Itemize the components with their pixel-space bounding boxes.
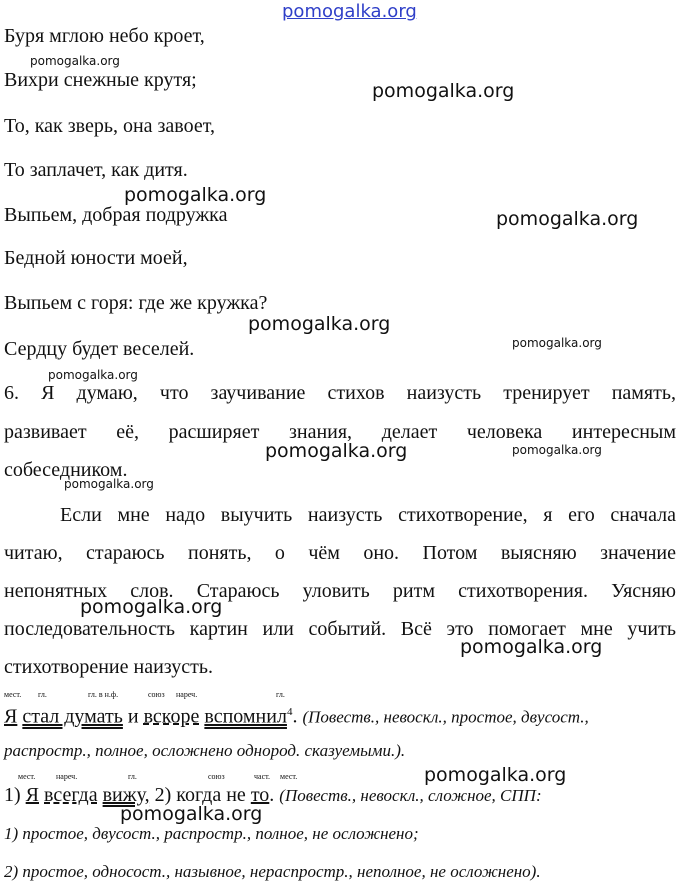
clause-number: 1) [4,784,21,806]
pos-tag: нареч. [176,690,198,699]
watermark: pomogalka.org [512,336,602,350]
adverbial-word: всегда [44,784,98,806]
pos-tag: гл. [128,772,137,781]
subject-word: Я [25,784,40,806]
task6-p2-line: непонятных слов. Стараюсь уловить ритм стихотворения. Уясняю [4,580,676,602]
watermark: pomogalka.org [30,54,120,68]
poem-line: Буря мглою небо кроет, [4,25,205,47]
predicate-word: стал думать [22,705,123,728]
pos-tag: гл. [276,690,285,699]
watermark: pomogalka.org [248,313,391,335]
poem-line: Выпьем с горя: где же кружка? [4,292,268,314]
watermark: pomogalka.org [512,443,602,457]
parse1-sentence [4,700,589,730]
task6-p1-line: развивает её, расширяет знания, делает человека интересным [4,421,676,443]
parse2-sentence [4,783,542,808]
task6-p2-line: последовательность картин или событий. Всё это помогает мне учить [4,618,676,640]
task6-p2-line: читаю, стараюсь понять, о чём оно. Потом выясняю значение [4,542,676,564]
watermark: pomogalka.org [80,596,223,618]
adverbial-word: вскоре [143,705,200,728]
conjunction-word: и [127,705,139,728]
poem-line: Бедной юности моей, [4,247,188,269]
conjunction-word: когда [176,784,222,806]
pos-tag: гл. в н.ф. [88,690,119,699]
watermark: pomogalka.org [124,184,267,206]
particle-word: не [226,784,246,806]
pos-tag: мест. [280,772,298,781]
task6-p2-line: Если мне надо выучить наизусть стихотворение, я его сначала [60,504,676,526]
task6-p1-line: собеседником. [4,459,128,481]
poem-line: То заплачет, как дитя. [4,159,188,181]
parse2-clause-1: 1) простое, двусост., распростр., полное, не осложнено; [4,824,419,843]
watermark: pomogalka.org [120,803,263,825]
pos-tag: нареч. [56,772,78,781]
parse2-description: (Повеств., невоскл., сложное, СПП: [279,786,542,805]
predicate-word: вижу, [102,784,150,806]
task6-p1-line: 6. Я думаю, что заучивание стихов наизусть тренирует память, [4,382,676,404]
watermark: pomogalka.org [372,80,515,102]
footnote-mark: 4 [286,706,293,718]
watermark: pomogalka.org [48,368,138,382]
watermark-top[interactable]: pomogalka.org [282,1,417,22]
watermark: pomogalka.org [460,636,603,658]
clause-number: 2) [154,784,172,806]
pos-tag: союз [208,772,225,781]
parse1-description-2: распростр., полное, осложнено однород. сказуемыми.). [4,741,406,760]
poem-line: Вихри снежные крутя; [4,69,197,91]
watermark: pomogalka.org [424,764,567,786]
pos-tag: част. [254,772,271,781]
pos-tag: союз [148,690,165,699]
pos-tag: мест. [18,772,36,781]
predicate-word: вспомнил [204,705,287,728]
watermark: pomogalka.org [64,477,154,491]
subject-word: то [250,784,270,806]
period: . [292,705,298,728]
pos-tag: гл. [38,690,47,699]
task6-p2-line: стихотворение наизусть. [4,656,214,678]
parse2-clause-2: 2) простое, односост., назывное, нераспростр., неполное, не осложнено). [4,862,541,881]
period: . [269,784,275,806]
watermark: pomogalka.org [265,440,408,462]
poem-line: Выпьем, добрая подружка [4,204,228,226]
watermark: pomogalka.org [496,208,639,230]
pos-tag: мест. [4,690,22,699]
poem-line: Сердцу будет веселей. [4,338,195,360]
poem-line: То, как зверь, она завоет, [4,115,215,137]
subject-word: Я [4,705,18,728]
parse1-description: (Повеств., невоскл., простое, двусост., [302,707,589,727]
